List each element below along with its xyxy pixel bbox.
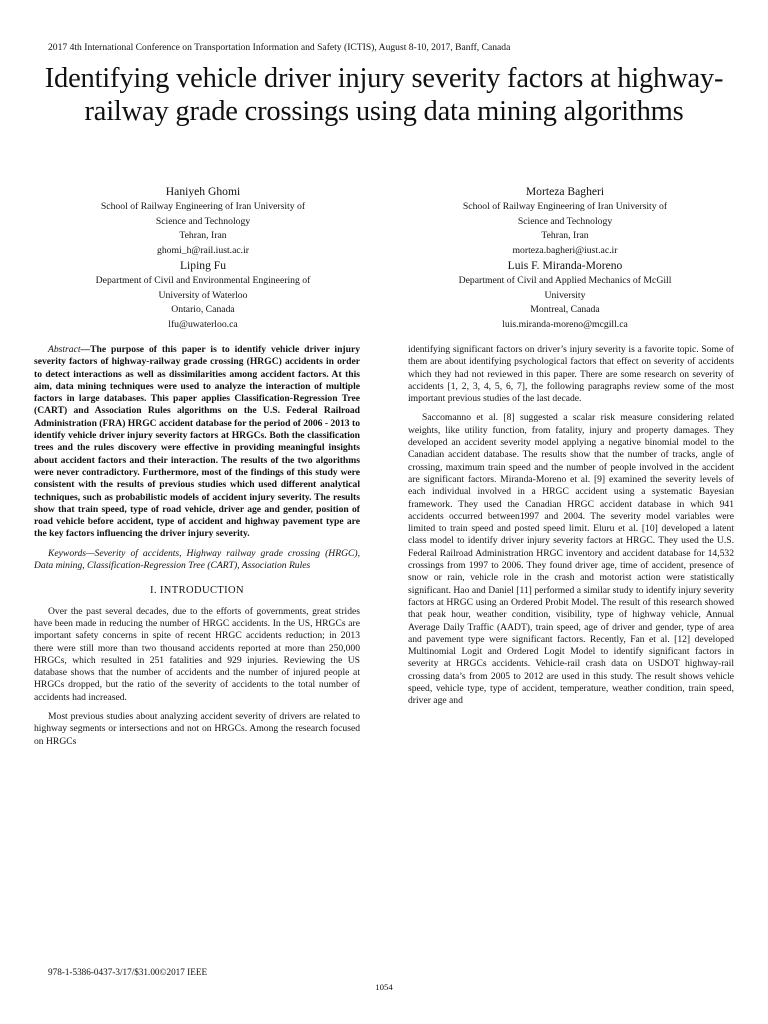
abstract [34,344,360,541]
author-name: Haniyeh Ghomi [165,185,241,198]
author-name: Morteza Bagheri [525,185,605,198]
section-heading-introduction: I. INTRODUCTION [149,585,245,597]
body-paragraph-2: Saccomanno et al. [8] suggested a scalar risk measure considering related weights, like utility function, from fatality, injury and property damages. They developed an accident severity model applying a negative binomial model to the Canadian accident database. The results show that the number of tracks, angle of crossing, maximum train speed and the number of people involved in the accident are significant factors. Miranda-Moreno et al. [9] examined the severity levels of each individual involved in a HRGC accident using a systematic Bayesian framework. They used the Canadian HRGC accident database in which 941 accidents occurred between1997 and 2004. The severity model variables were limited to train speed and posted speed limit. Eluru et al. [10] developed a latent class model to identify driver injury severity factors at HRGC. They used the U.S. Federal Railroad Administration HRGC inventory and accident database for 14,532 crossings from 1997 to 2006. They found driver age, time of accident, presence of snow or rain, vehicle role in the crash and motorist action were statistically significant. Hao and Daniel [11] performed a similar study to identify injury severity factors at HRGC using an Ordered Probit Model. The result of this research showed that peak hour, weather condition, visibility, type of highway vehicle, Annual Average Daily Traffic (AADT), train speed, age of driver and gender, type of area and pavement type were significant factors. Recently, Fan et al. [12] developed Multinomial Logit and Ordered Logit Model to identify significant factors in severity at HRGCs accidents. Vehicle-rail crash data on USDOT highway-rail crossing data’s from 2005 to 2012 are used in this study. The result shows vehicle speed, vehicle type, type of accident, temperature, weather condition, train speed, driver age and [408,412,734,707]
author-affiliation: Department of Civil and Applied Mechanics of McGill [458,275,672,286]
author-location: Tehran, Iran [179,230,227,241]
author-affiliation: School of Railway Engineering of Iran University of [462,201,668,212]
keywords: Keywords—Severity of accidents, Highway railway grade crossing (HRGC), Data mining, Classification-Regression Tree (CART), Association Rules [34,547,360,572]
author-affiliation: Science and Technology [517,215,613,227]
left-column [34,344,360,755]
intro-paragraph-1: Over the past several decades, due to the efforts of governments, great strides have been made in reducing the number of HRGC accidents. In the US, HRGCs are important safety concerns in spite of recent HRGC accidents reduction; in 2013 there were still more than two thousand accidents reported at more than 250,000 HRGCs, which resulted in 251 fatalities and 929 injuries. Reviewing the US database shows that the number of accidents and the number of injured people at HRGCs dropped, but the ratio of the severity of accidents to the total number of accidents had increased. [34,605,360,703]
author-affiliation: Science and Technology [155,215,251,227]
abstract-text: —The purpose of this paper is to identify vehicle driver injury severity factors of highway-railway grade crossing (HRGC) accidents in order to detect interactions as well as dissimilarities among accident factors. At this aim, data mining techniques were used to analyze the interaction of multiple factors in large databases. This paper applies Classification-Regression Tree (CART) and Association Rules algorithms on the U.S. Federal Railroad Administration (FRA) HRGC accident database for the period of 2006 - 2013 to identify vehicle driver injury severity factors at HRGCs. Both the classification trees and the rules discovery were effective in providing meaningful insights about accident factors and their interaction. The results of the two algorithms were never contradictory. Furthermore, most of the findings of this study were consistent with the results of previous studies which used different analytical techniques, such as probabilistic models of accident injury severity. The results show that train speed, type of road vehicle, driver age and gender, position of road vehicle before accident, type of accident and highway pavement type are the key factors influencing the driver injury severity. [34,344,360,540]
right-column [408,344,734,715]
author-block-3 [38,258,368,332]
author-name: Liping Fu [179,259,227,272]
abstract-label: Abstract [48,344,81,355]
body-paragraph-1: identifying significant factors on driver’s injury severity is a favorite topic. Some of them are about identifying psychological factors that effect on severity of accidents which they had not reviewed in this paper. There are some research on severity of accidents [1, 2, 3, 4, 5, 6, 7], the following paragraphs review some of the most important previous studies of the last decade. [408,344,734,405]
conference-header: 2017 4th International Conference on Transportation Information and Safety (ICTIS), August 8-10, 2017, Banff, Canada [48,42,511,53]
author-email: luis.miranda-moreno@mcgill.ca [502,318,628,330]
author-affiliation: University [544,289,586,301]
author-affiliation: School of Railway Engineering of Iran University of [100,201,306,212]
author-block-4 [400,258,730,332]
intro-paragraph-2: Most previous studies about analyzing accident severity of drivers are related to highway segments or intersections and not on HRGCs. Among the research focused on HRGCs [34,711,360,747]
author-affiliation: Department of Civil and Environmental Engineering of [95,275,311,286]
author-email: morteza.bagheri@iust.ac.ir [512,244,618,256]
author-location: Ontario, Canada [171,304,235,315]
copyright-footer: 978-1-5386-0437-3/17/$31.00©2017 IEEE [48,967,208,977]
paper-title: Identifying vehicle driver injury severity factors at highway-railway grade crossings using data mining algorithms [44,63,724,127]
author-email: lfu@uwaterloo.ca [168,318,238,330]
author-block-1 [38,184,368,258]
author-location: Tehran, Iran [541,230,589,241]
page-number: 1054 [375,982,393,992]
author-block-2 [400,184,730,258]
author-email: ghomi_h@rail.iust.ac.ir [156,244,250,256]
author-affiliation: University of Waterloo [158,289,248,301]
author-name: Luis F. Miranda-Moreno [507,259,623,272]
author-location: Montreal, Canada [530,304,600,315]
